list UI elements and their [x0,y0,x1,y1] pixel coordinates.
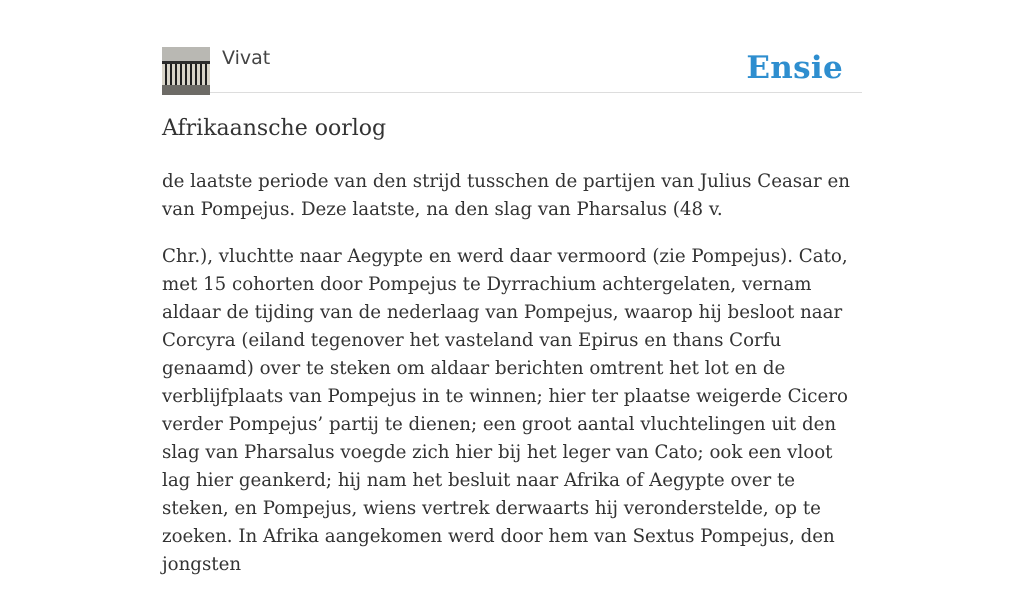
username-link[interactable]: Vivat [222,47,271,69]
site-header [162,0,862,93]
article-paragraph: de laatste periode van den strijd tusschen de partijen van Julius Ceasar en van Pompejus. Deze laatste, na den slag van Pharsalus (48 v. [162,171,850,220]
article-paragraph: Chr.), vluchtte naar Aegypte en werd daar vermoord (zie Pompejus). Cato, met 15 cohorten door Pompejus te Dyrrachium achtergelaten, vernam aldaar de tijding van de nederlaag van Pompejus, waarop hij besloot naar Corcyra (eiland tegenover het vasteland van Epirus en thans Corfu genaamd) over te steken om aldaar berichten omtrent het lot en de verblijfplaats van Pompejus in te winnen; hier ter plaatse weigerde Cicero verder Pompejus’ partij te dienen; een groot aantal vluchtelingen uit den slag van Pharsalus voegde zich hier bij het leger van Cato; ook een vloot lag hier geankerd; hij nam het besluit naar Afrika of Aegypte over te steken, en Pompejus, wiens vertrek derwaarts hij veronderstelde, op te zoeken. In Afrika aangekomen werd door hem van Sextus Pompejus, den jongsten [162,246,848,575]
brand-logo[interactable]: Ensie [746,50,843,86]
article-body [162,168,862,598]
page-container [162,0,862,575]
avatar[interactable] [162,47,210,95]
article-title: Afrikaansche oorlog [162,116,387,141]
avatar-image [162,47,210,95]
